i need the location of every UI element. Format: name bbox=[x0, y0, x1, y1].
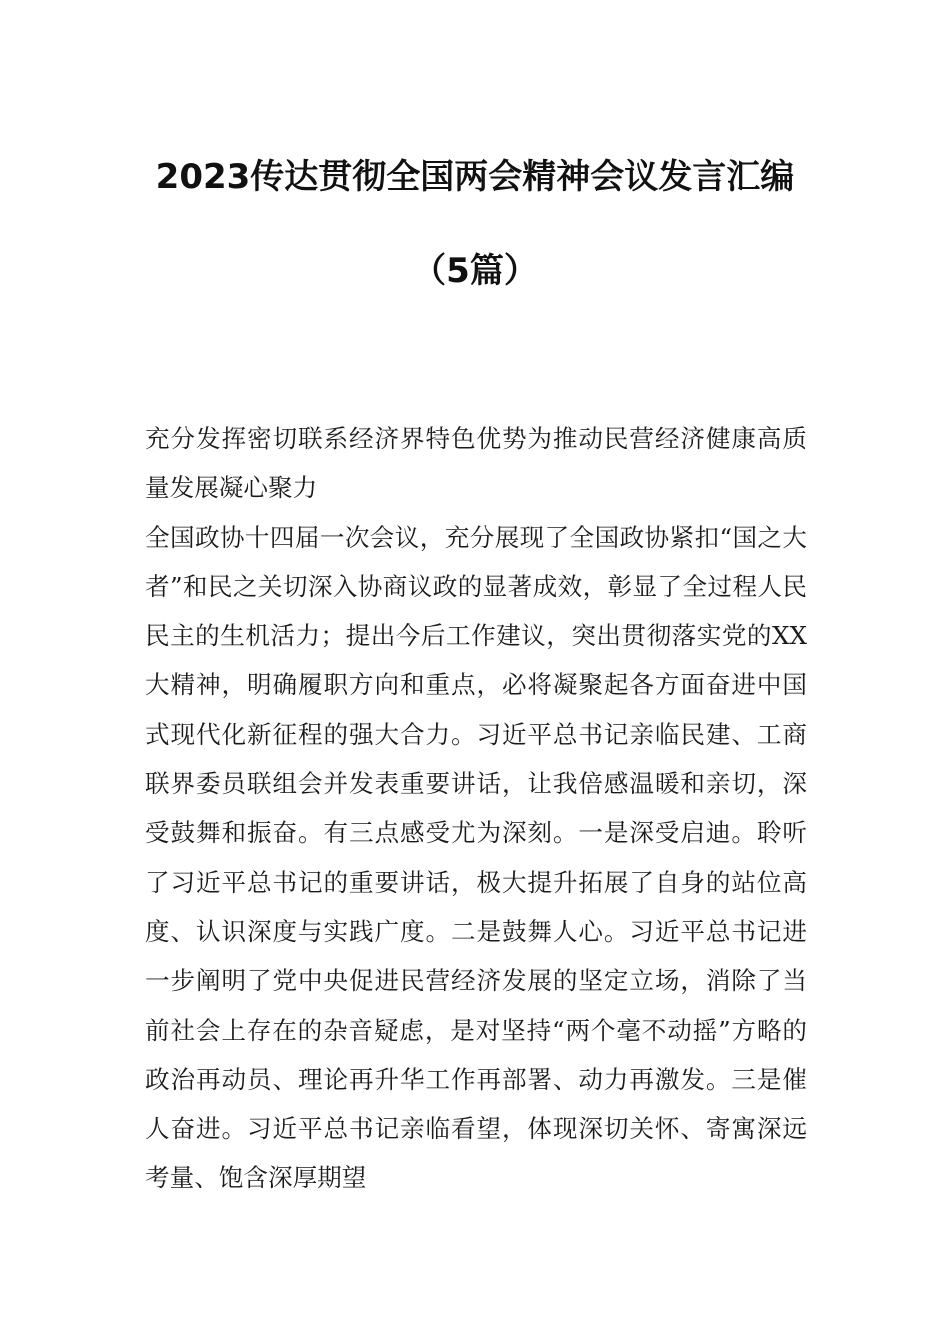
body-paragraph: 全国政协十四届一次会议，充分展现了全国政协紧扣“国之大者”和民之关切深入协商议政的显著成效，彰显了全过程人民民主的生机活力；提出今后工作建议，突出贯彻落实党的XX大精神，明确履职方向和重点，必将凝聚起各方面奋进中国式现代化新征程的强大合力。习近平总书记亲临民建、工商联界委员联组会并发表重要讲话，让我倍感温暖和亲切，深受鼓舞和振奋。有三点感受尤为深刻。一是深受启迪。聆听了习近平总书记的重要讲话，极大提升拓展了自身的站位高度、认识深度与实践广度。二是鼓舞人心。习近平总书记进一步阐明了党中央促进民营经济发展的坚定立场，消除了当前社会上存在的杂音疑虑，是对坚持“两个毫不动摇”方略的政治再动员、理论再升华工作再部署、动力再激发。三是催人奋进。习近平总书记亲临看望，体现深切关怀、寄寓深远考量、饱含深厚期望 bbox=[145, 522, 807, 1193]
document-body bbox=[145, 414, 807, 1203]
section-heading: 充分发挥密切联系经济界特色优势为推动民营经济健康高质量发展凝心聚力 bbox=[145, 424, 807, 503]
document-subtitle: （5篇） bbox=[412, 251, 538, 291]
document-title: 2023传达贯彻全国两会精神会议发言汇编 bbox=[155, 157, 795, 197]
